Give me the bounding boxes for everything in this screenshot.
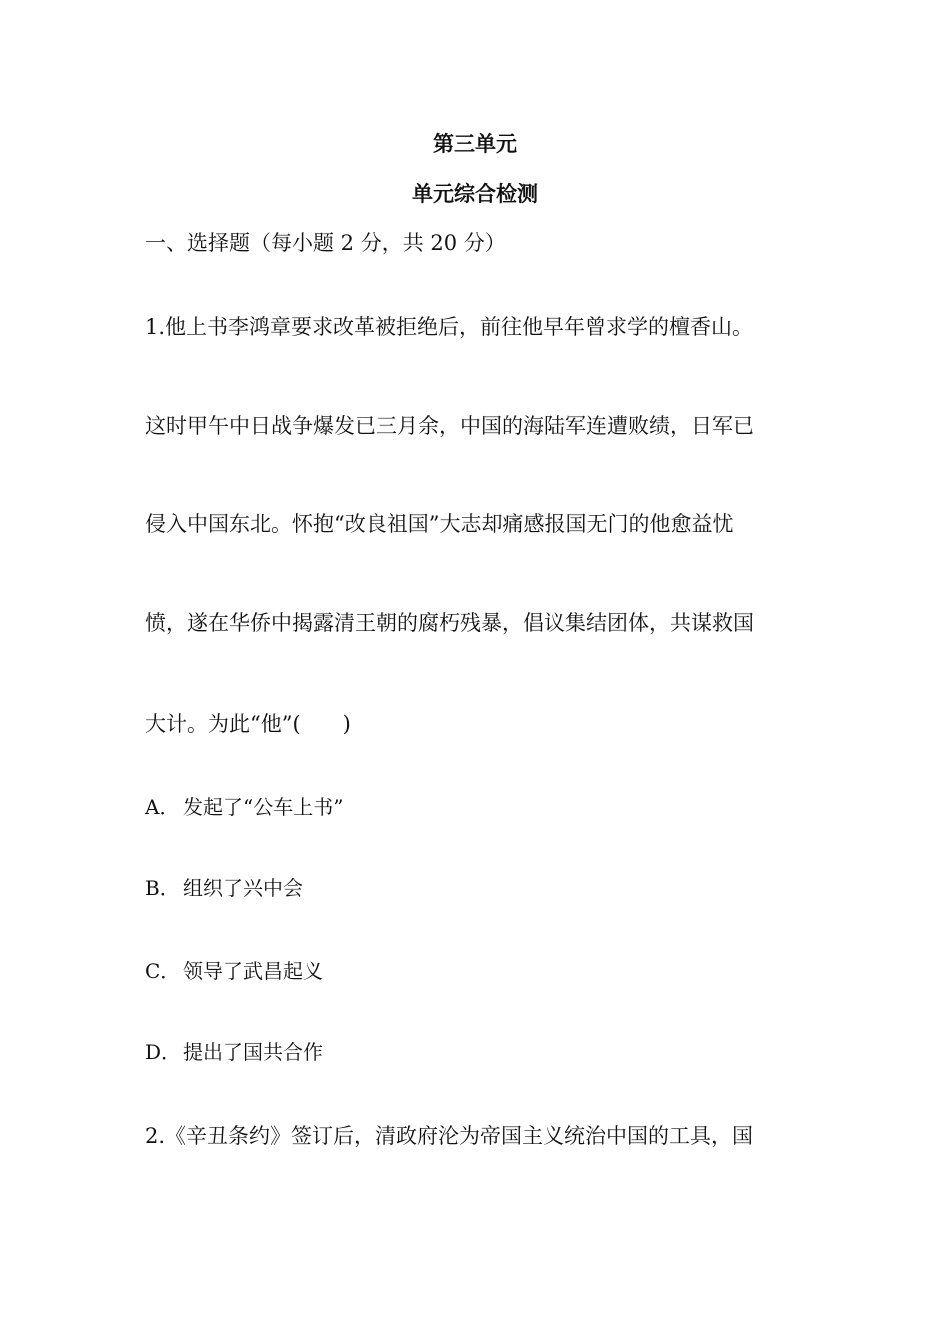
question-1-line-5: 大计。为此“他”( ) xyxy=(145,712,351,736)
question-1-line-4: 愤，遂在华侨中揭露清王朝的腐朽残暴，倡议集结团体，共谋救国 xyxy=(145,611,754,635)
option-c-text: 领导了武昌起义 xyxy=(183,959,323,983)
option-b-text: 组织了兴中会 xyxy=(183,876,303,900)
option-a-letter: A． xyxy=(145,795,180,819)
question-1-line-1: 1.他上书李鸿章要求改革被拒绝后，前往他早年曾求学的檀香山。 xyxy=(145,315,754,339)
unit-title: 第三单元 xyxy=(433,132,517,156)
option-b-letter: B． xyxy=(145,876,180,900)
question-1-line-2: 这时甲午中日战争爆发已三月余，中国的海陆军连遭败绩，日军已 xyxy=(145,414,754,438)
option-d-text: 提出了国共合作 xyxy=(183,1040,323,1064)
question-2-line-1: 2.《辛丑条约》签订后，清政府沦为帝国主义统治中国的工具，国 xyxy=(145,1124,754,1148)
option-c-letter: C． xyxy=(145,959,181,983)
option-d xyxy=(145,1038,323,1066)
section-heading: 一、选择题（每小题 2 分，共 20 分） xyxy=(145,231,506,255)
option-d-letter: D． xyxy=(145,1040,182,1064)
option-c xyxy=(145,957,323,985)
unit-subtitle: 单元综合检测 xyxy=(412,182,538,206)
option-a-text: 发起了“公车上书” xyxy=(183,795,344,819)
option-a xyxy=(145,793,343,821)
option-b xyxy=(145,874,303,902)
question-1-line-3: 侵入中国东北。怀抱“改良祖国”大志却痛感报国无门的他愈益忧 xyxy=(145,512,734,536)
